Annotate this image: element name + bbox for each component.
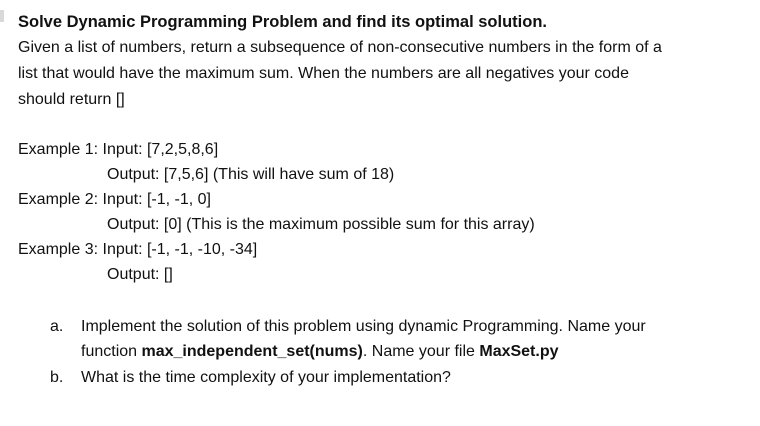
example-label: Example 3:	[18, 241, 99, 258]
list-marker: a.	[50, 318, 64, 335]
problem-title: Solve Dynamic Programming Problem and find its optimal solution.	[18, 13, 547, 31]
task-line: Implement the solution of this problem using dynamic Programming. Name your	[81, 318, 646, 335]
example-3-input-line	[18, 240, 257, 260]
function-name: max_independent_set(nums)	[141, 343, 363, 360]
problem-description	[18, 38, 743, 116]
example-input: Input: [-1, -1, -10, -34]	[102, 241, 258, 258]
example-2-input-line	[18, 190, 211, 210]
task-line	[81, 342, 741, 367]
file-name: MaxSet.py	[479, 343, 559, 360]
example-2-output-line: Output: [0] (This is the maximum possible sum for this array)	[107, 216, 535, 233]
task-body	[81, 368, 741, 393]
description-line: should return []	[18, 91, 125, 108]
description-line: Given a list of numbers, return a subsequence of non-consecutive numbers in the form of a	[18, 39, 662, 56]
example-3-output-line: Output: []	[107, 266, 173, 283]
task-line: What is the time complexity of your implementation?	[81, 369, 451, 386]
task-text: . Name your file	[362, 343, 480, 360]
list-marker: b.	[50, 369, 64, 386]
example-input: Input: [7,2,5,8,6]	[102, 141, 219, 158]
task-body	[81, 317, 741, 367]
example-label: Example 1:	[18, 141, 99, 158]
example-1-output-line: Output: [7,5,6] (This will have sum of 18)	[107, 166, 395, 183]
page-edge-mark	[0, 10, 4, 22]
example-input: Input: [-1, -1, 0]	[102, 191, 211, 208]
example-label: Example 2:	[18, 191, 99, 208]
description-line: list that would have the maximum sum. When the numbers are all negatives your code	[18, 65, 629, 82]
example-1-input-line	[18, 140, 218, 160]
task-text: function	[81, 343, 142, 360]
